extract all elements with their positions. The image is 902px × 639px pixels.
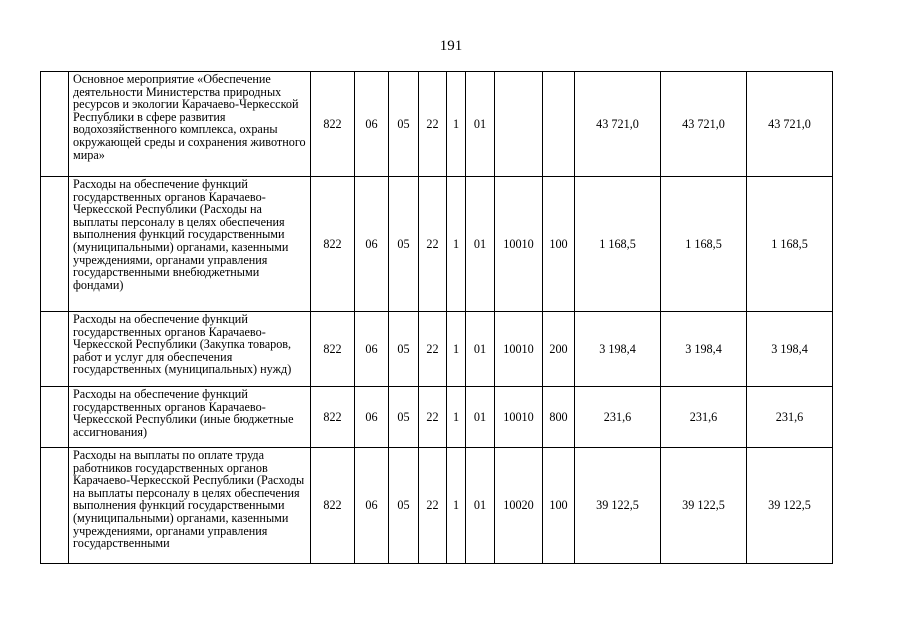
- section-cell: 06: [355, 312, 389, 387]
- amount-year2-cell: 1 168,5: [661, 177, 747, 312]
- table-row: [41, 312, 833, 387]
- direction-cell: [495, 72, 543, 177]
- subprogram-cell: 1: [447, 448, 466, 564]
- description-cell: Расходы на обеспечение функций государственных органов Карачаево-Черкесской Республики (иные бюджетные ассигнования): [69, 387, 311, 448]
- grbs-cell: 822: [311, 312, 355, 387]
- description-cell: Расходы на выплаты по оплате труда работников государственных органов Карачаево-Черкесской Республики (Расходы на выплаты персоналу в целях обеспечения выполнения функций государственными (муниципальными) органами, казенными учреждениями, органами управления государственными: [69, 448, 311, 564]
- amount-year2-cell: 231,6: [661, 387, 747, 448]
- subsection-cell: 05: [389, 177, 419, 312]
- subsection-cell: 05: [389, 312, 419, 387]
- expense-type-cell: 200: [543, 312, 575, 387]
- main-activity-cell: 01: [466, 312, 495, 387]
- row-number-cell: [41, 177, 69, 312]
- main-activity-cell: 01: [466, 72, 495, 177]
- amount-year3-cell: 39 122,5: [747, 448, 833, 564]
- amount-year2-cell: 39 122,5: [661, 448, 747, 564]
- expense-type-cell: 100: [543, 177, 575, 312]
- row-number-cell: [41, 387, 69, 448]
- direction-cell: 10010: [495, 312, 543, 387]
- direction-cell: 10020: [495, 448, 543, 564]
- program-cell: 22: [419, 177, 447, 312]
- main-activity-cell: 01: [466, 387, 495, 448]
- subprogram-cell: 1: [447, 72, 466, 177]
- expense-type-cell: 100: [543, 448, 575, 564]
- grbs-cell: 822: [311, 177, 355, 312]
- amount-year1-cell: 39 122,5: [575, 448, 661, 564]
- description-cell: Основное мероприятие «Обеспечение деятельности Министерства природных ресурсов и экологии Карачаево-Черкесской Республики в сфере развития водохозяйственного комплекса, охраны окружающей среды и сохранения животного мира»: [69, 72, 311, 177]
- table-row: [41, 387, 833, 448]
- grbs-cell: 822: [311, 448, 355, 564]
- subprogram-cell: 1: [447, 387, 466, 448]
- row-number-cell: [41, 448, 69, 564]
- amount-year3-cell: 3 198,4: [747, 312, 833, 387]
- amount-year3-cell: 43 721,0: [747, 72, 833, 177]
- section-cell: 06: [355, 448, 389, 564]
- main-activity-cell: 01: [466, 177, 495, 312]
- program-cell: 22: [419, 312, 447, 387]
- table-row: [41, 177, 833, 312]
- subprogram-cell: 1: [447, 312, 466, 387]
- amount-year1-cell: 231,6: [575, 387, 661, 448]
- subsection-cell: 05: [389, 448, 419, 564]
- section-cell: 06: [355, 387, 389, 448]
- amount-year1-cell: 1 168,5: [575, 177, 661, 312]
- budget-table: [40, 71, 833, 564]
- direction-cell: 10010: [495, 387, 543, 448]
- expense-type-cell: 800: [543, 387, 575, 448]
- amount-year3-cell: 1 168,5: [747, 177, 833, 312]
- amount-year2-cell: 3 198,4: [661, 312, 747, 387]
- expense-type-cell: [543, 72, 575, 177]
- program-cell: 22: [419, 72, 447, 177]
- grbs-cell: 822: [311, 387, 355, 448]
- amount-year1-cell: 43 721,0: [575, 72, 661, 177]
- grbs-cell: 822: [311, 72, 355, 177]
- row-number-cell: [41, 312, 69, 387]
- amount-year2-cell: 43 721,0: [661, 72, 747, 177]
- table-row: [41, 448, 833, 564]
- description-cell: Расходы на обеспечение функций государственных органов Карачаево-Черкесской Республики (Расходы на выплаты персоналу в целях обеспечения выполнения функций государственными (муниципальными) органами, казенными учреждениями, органами управления государственными внебюджетными фондами): [69, 177, 311, 312]
- subsection-cell: 05: [389, 387, 419, 448]
- amount-year3-cell: 231,6: [747, 387, 833, 448]
- row-number-cell: [41, 72, 69, 177]
- direction-cell: 10010: [495, 177, 543, 312]
- program-cell: 22: [419, 448, 447, 564]
- subprogram-cell: 1: [447, 177, 466, 312]
- program-cell: 22: [419, 387, 447, 448]
- description-cell: Расходы на обеспечение функций государственных органов Карачаево-Черкесской Республики (Закупка товаров, работ и услуг для обеспечения государственных (муниципальных) нужд): [69, 312, 311, 387]
- section-cell: 06: [355, 72, 389, 177]
- table-row: [41, 72, 833, 177]
- subsection-cell: 05: [389, 72, 419, 177]
- amount-year1-cell: 3 198,4: [575, 312, 661, 387]
- main-activity-cell: 01: [466, 448, 495, 564]
- section-cell: 06: [355, 177, 389, 312]
- page-number: 191: [439, 38, 463, 54]
